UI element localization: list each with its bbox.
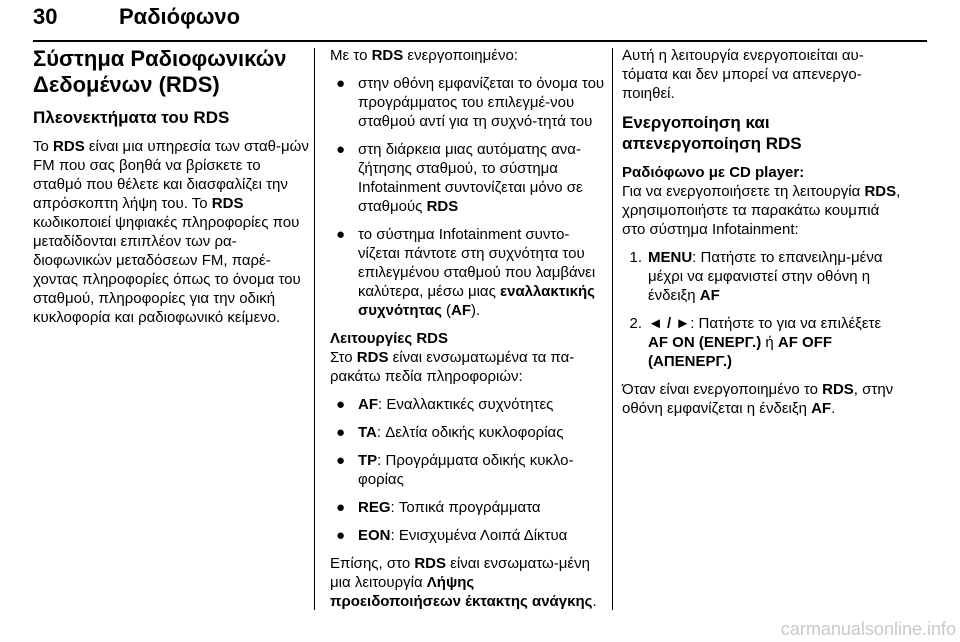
bullet-dot-icon: ● [336, 527, 346, 544]
bullet-dot-icon: ● [336, 424, 346, 441]
enable-rds-paragraph: Για να ενεργοποιήσετε τη λειτουργία RDS, χρησιμοποιήστε τα παρακάτω κουμπιά στο σύστημα Infotainment: [622, 183, 901, 238]
feature-item-af: ● AF: Εναλλακτικές συχνότητες [336, 396, 554, 413]
rds-advantages-paragraph: Το RDS είναι μια υπηρεσία των σταθ-μών FM που σας βοηθά να βρίσκετε το σταθμό που θέλετε και διασφαλίζει την απρόσκοπτη λήψη του. Το RDS κωδικοποιεί ψηφιακές πληροφορίες που μεταδίδονται επιπλέον των ρα-διοφωνικών μεταδόσεων FM, παρέ-χοντας πληροφορίες όπως το όνομα του σταθμού, πληροφορίες για την οδική κυκλοφορία και ραδιοφωνικό κείμενο. [33, 138, 309, 326]
subheading-rds-features: Λειτουργίες RDS [330, 330, 449, 347]
subheading-radio-cd-player: Ραδιόφωνο με CD player: [622, 164, 805, 181]
bullet-item: ● το σύστημα Infotainment συντο-νίζεται πάντοτε στη συχνότητα του επιλεγμένου σταθμού που λαμβάνει καλύτερα, μέσω μιας εναλλακτικής συχνότητας (AF). [336, 226, 596, 319]
arrow-left-right-icon: ◄ / ► [648, 315, 691, 332]
rds-features-intro: Στο RDS είναι ενσωματωμένα τα πα-ρακάτω πεδία πληροφοριών: [330, 349, 575, 385]
feature-item-ta: ● TA: Δελτία οδικής κυκλοφορίας [336, 424, 564, 441]
header-rule [33, 40, 927, 42]
rds-enabled-intro: Με το RDS ενεργοποιημένο: [330, 47, 518, 64]
bullet-dot-icon: ● [336, 141, 346, 158]
column-divider-1 [314, 48, 315, 610]
feature-item-eon: ● EON: Ενισχυμένα Λοιπά Δίκτυα [336, 527, 568, 544]
bullet-item: ● στην οθόνη εμφανίζεται το όνομα του προγράμματος του επιλεγμέ-νου σταθμού αντί για τη συχνό-τητά του [336, 75, 605, 130]
column-1 [33, 46, 311, 336]
bullet-dot-icon: ● [336, 452, 346, 469]
column-3 [622, 46, 902, 427]
step-2: 2. ◄ / ►: Πατήστε το για να επιλέξετε AF ON (ΕΝΕΡΓ.) ή AF OFF (ΑΠΕΝΕΡΓ.) [629, 315, 882, 370]
feature-item-reg: ● REG: Τοπικά προγράμματα [336, 499, 541, 516]
bullet-dot-icon: ● [336, 396, 346, 413]
page-header [33, 4, 927, 34]
feature-item-tp: ● TP: Προγράμματα οδικής κυκλο-φορίας [336, 452, 574, 488]
step-1: 1. MENU: Πατήστε το επανειλημ-μένα μέχρι να εμφανιστεί στην οθόνη η ένδειξη AF [629, 249, 883, 304]
subheading-rds-advantages: Πλεονεκτήματα του RDS [33, 108, 230, 127]
footer-watermark: carmanualsonline.info [780, 619, 956, 639]
bullet-item: ● στη διάρκεια μιας αυτόματης ανα-ζήτησης σταθμού, το σύστημα Infotainment συντονίζεται μόνο σε σταθμούς RDS [336, 141, 583, 215]
bullet-dot-icon: ● [336, 226, 346, 243]
page-number: 30 [33, 4, 58, 29]
section-heading-rds: Σύστημα Ραδιοφωνικών Δεδομένων (RDS) [33, 46, 287, 97]
af-indicator-paragraph: Όταν είναι ενεργοποιημένο το RDS, στην οθόνη εμφανίζεται η ένδειξη AF. [622, 381, 894, 417]
bullet-dot-icon: ● [336, 499, 346, 516]
auto-enable-paragraph: Αυτή η λειτουργία ενεργοποιείται αυ-τόματα και δεν μπορεί να απενεργο-ποιηθεί. [622, 47, 864, 102]
heading-enable-disable-rds: Ενεργοποίηση και απενεργοποίηση RDS [622, 113, 802, 153]
column-2 [330, 46, 608, 620]
emergency-warning-paragraph: Επίσης, στο RDS είναι ενσωματω-μένη μια λειτουργία Λήψης προειδοποιήσεων έκτακτης ανάγκης. [330, 555, 597, 610]
bullet-dot-icon: ● [336, 75, 346, 92]
page-title: Ραδιόφωνο [119, 4, 241, 29]
column-divider-2 [612, 48, 613, 610]
